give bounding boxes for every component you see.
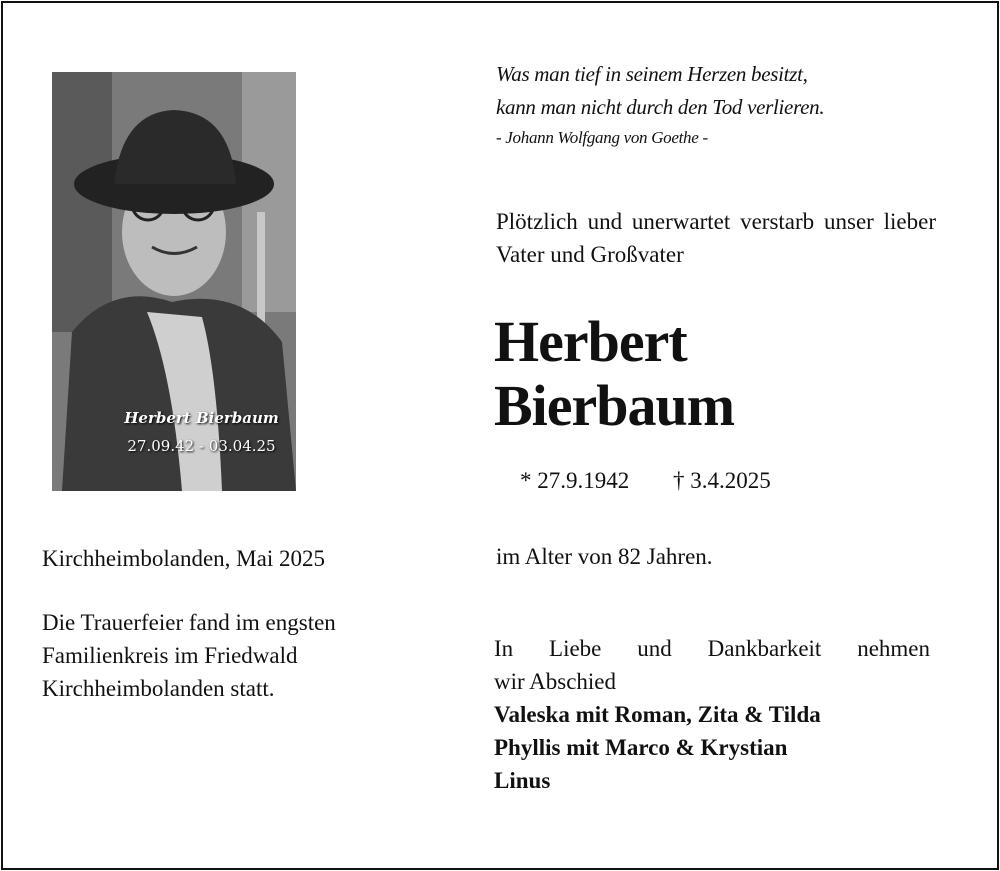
first-name: Herbert — [494, 309, 687, 374]
quote — [496, 58, 824, 152]
photo-caption-dates: 27.09.42 - 03.04.25 — [127, 437, 276, 455]
deceased-name — [494, 310, 734, 438]
photo-caption-name: Herbert Bierbaum — [124, 409, 279, 427]
birth-date: * 27.9.1942 — [520, 468, 630, 493]
quote-line: kann man nicht durch den Tod verlieren. — [496, 95, 825, 119]
thanks-line: In Liebe und Dankbarkeit nehmen — [494, 636, 930, 661]
family-member: Valeska mit Roman, Zita & Tilda — [494, 702, 821, 727]
quote-line: Was man tief in seinem Herzen besitzt, — [496, 62, 808, 86]
quote-author: - Johann Wolfgang von Goethe - — [496, 128, 708, 147]
family-member: Linus — [494, 768, 551, 793]
portrait-photo — [52, 72, 296, 491]
mourners — [494, 632, 930, 797]
age-text: im Alter von 82 Jahren. — [496, 544, 713, 569]
place-date: Kirchheimbolanden, Mai 2025 — [42, 546, 325, 571]
intro-text: Plötzlich und unerwartet verstarb unser lieber Vater und Großvater — [496, 209, 936, 267]
death-date: † 3.4.2025 — [673, 468, 771, 493]
funeral-line: Familienkreis im Friedwald — [42, 643, 298, 668]
life-dates — [520, 464, 809, 497]
last-name: Bierbaum — [494, 373, 735, 438]
funeral-line: Kirchheimbolanden statt. — [42, 676, 275, 701]
thanks-line: wir Abschied — [494, 669, 617, 694]
funeral-info — [42, 606, 336, 705]
family-member: Phyllis mit Marco & Krystian — [494, 735, 788, 760]
portrait-image — [52, 72, 296, 491]
funeral-line: Die Trauerfeier fand im engsten — [42, 610, 336, 635]
